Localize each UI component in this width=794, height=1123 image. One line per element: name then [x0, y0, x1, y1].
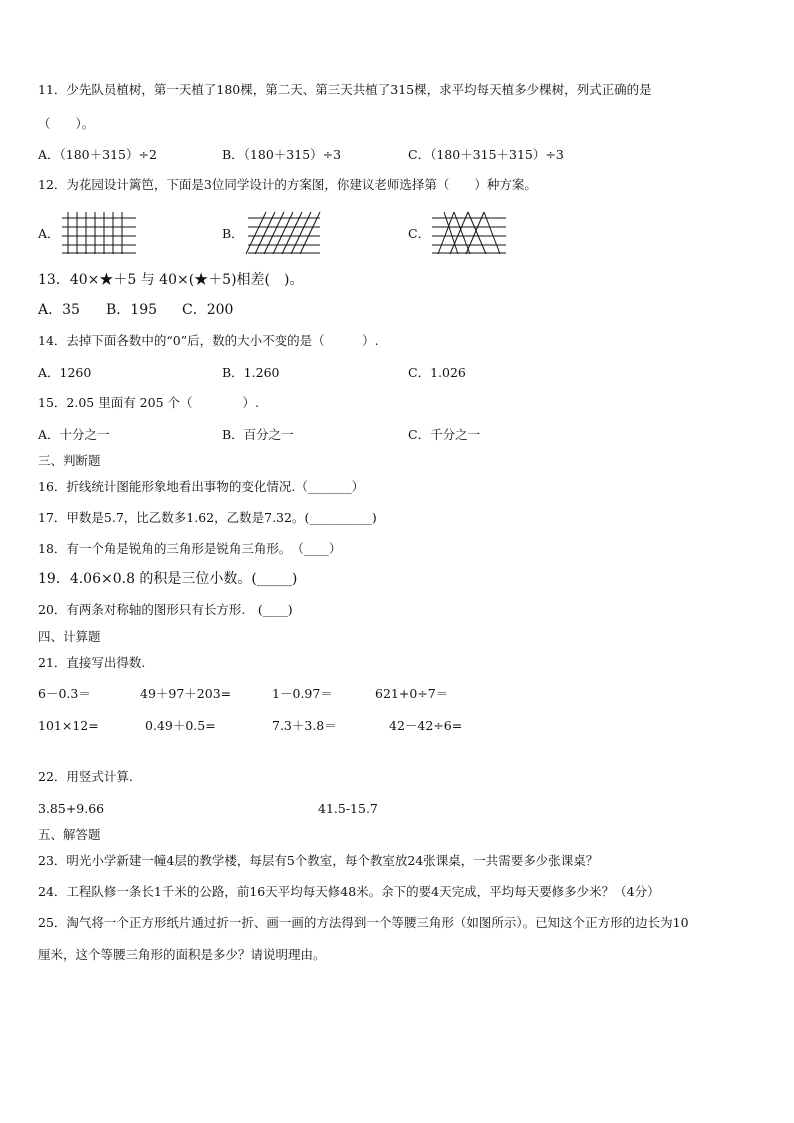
question-25-line1: 25．淘气将一个正方形纸片通过折一折、画一画的方法得到一个等腰三角形（如图所示）。已知这个正方形的边长为10	[38, 915, 689, 930]
question-11-option-a: A．（180＋315）÷2	[38, 147, 157, 162]
calc-item: 101×12=	[38, 718, 99, 733]
question-15-option-c: C．千分之一	[408, 427, 481, 442]
calc-item: 1－0.97＝	[272, 686, 333, 701]
question-24: 24．工程队修一条长1千米的公路，前16天平均每天修48米。余下的要4天完成，平均每天要修多少米？（4分）	[38, 884, 660, 899]
question-20: 20．有两条对称轴的图形只有长方形. (____)	[38, 602, 293, 617]
calc-item: 42－42÷6=	[389, 718, 463, 733]
question-19: 19．4.06×0.8 的积是三位小数。(_____)	[38, 571, 298, 587]
section-title-judgment: 三、判断题	[38, 453, 101, 468]
question-14-option-a: A．1260	[38, 365, 92, 380]
question-25-line2: 厘米，这个等腰三角形的面积是多少？请说明理由。	[38, 947, 326, 962]
fence-grid-a-figure	[60, 210, 138, 256]
calc-item: 49＋97＋203=	[140, 686, 232, 701]
question-14-stem: 14．去掉下面各数中的“0”后，数的大小不变的是（ ）.	[38, 333, 379, 348]
calc-item: 7.3＋3.8＝	[272, 718, 337, 733]
question-17: 17．甲数是5.7，比乙数多1.62，乙数是7.32。(__________)	[38, 510, 377, 525]
question-15-option-a: A．十分之一	[38, 427, 110, 442]
question-23: 23．明光小学新建一幢4层的教学楼，每层有5个教室，每个教室放24张课桌，一共需要多少张课桌？	[38, 853, 599, 868]
vertical-calc-item: 41.5-15.7	[318, 801, 378, 816]
calc-item: 6－0.3＝	[38, 686, 91, 701]
question-14-option-b: B．1.260	[222, 365, 280, 380]
question-12-option-c: C．	[408, 226, 431, 241]
question-21-stem: 21．直接写出得数.	[38, 655, 146, 670]
question-13-option-c: C．200	[182, 302, 234, 318]
section-title-calculation: 四、计算题	[38, 629, 101, 644]
question-22-stem: 22．用竖式计算.	[38, 769, 133, 784]
question-18: 18．有一个角是锐角的三角形是锐角三角形。 （____）	[38, 541, 342, 556]
question-11-option-b: B．（180＋315）÷3	[222, 147, 342, 162]
question-15-stem: 15．2.05 里面有 205 个（ ）.	[38, 395, 259, 410]
fence-grid-c-figure	[430, 210, 508, 256]
question-12-option-a: A．	[38, 226, 60, 241]
question-13-option-a: A．35	[38, 302, 80, 318]
section-title-word-problems: 五、解答题	[38, 827, 101, 842]
calc-item: 621+0÷7＝	[375, 686, 449, 701]
question-13-stem: 13．40×★＋5 与 40×(★＋5)相差( )。	[38, 272, 304, 288]
question-11-option-c: C．（180＋315＋315）÷3	[408, 147, 564, 162]
question-16: 16．折线统计图能形象地看出事物的变化情况.（_______）	[38, 479, 365, 494]
question-12-option-b: B．	[222, 226, 244, 241]
question-11-blank: （ ）。	[38, 116, 95, 131]
fence-grid-b-figure	[244, 210, 324, 256]
question-12-stem: 12．为花园设计篱笆，下面是3位同学设计的方案图，你建议老师选择第（ ）种方案。	[38, 177, 537, 192]
question-15-option-b: B．百分之一	[222, 427, 294, 442]
question-11-stem: 11．少先队员植树，第一天植了180棵，第二天、第三天共植了315棵，求平均每天植多少棵树，列式正确的是	[38, 82, 652, 97]
question-13-option-b: B．195	[106, 302, 158, 318]
vertical-calc-item: 3.85+9.66	[38, 801, 105, 816]
calc-item: 0.49＋0.5=	[145, 718, 216, 733]
question-14-option-c: C．1.026	[408, 365, 466, 380]
